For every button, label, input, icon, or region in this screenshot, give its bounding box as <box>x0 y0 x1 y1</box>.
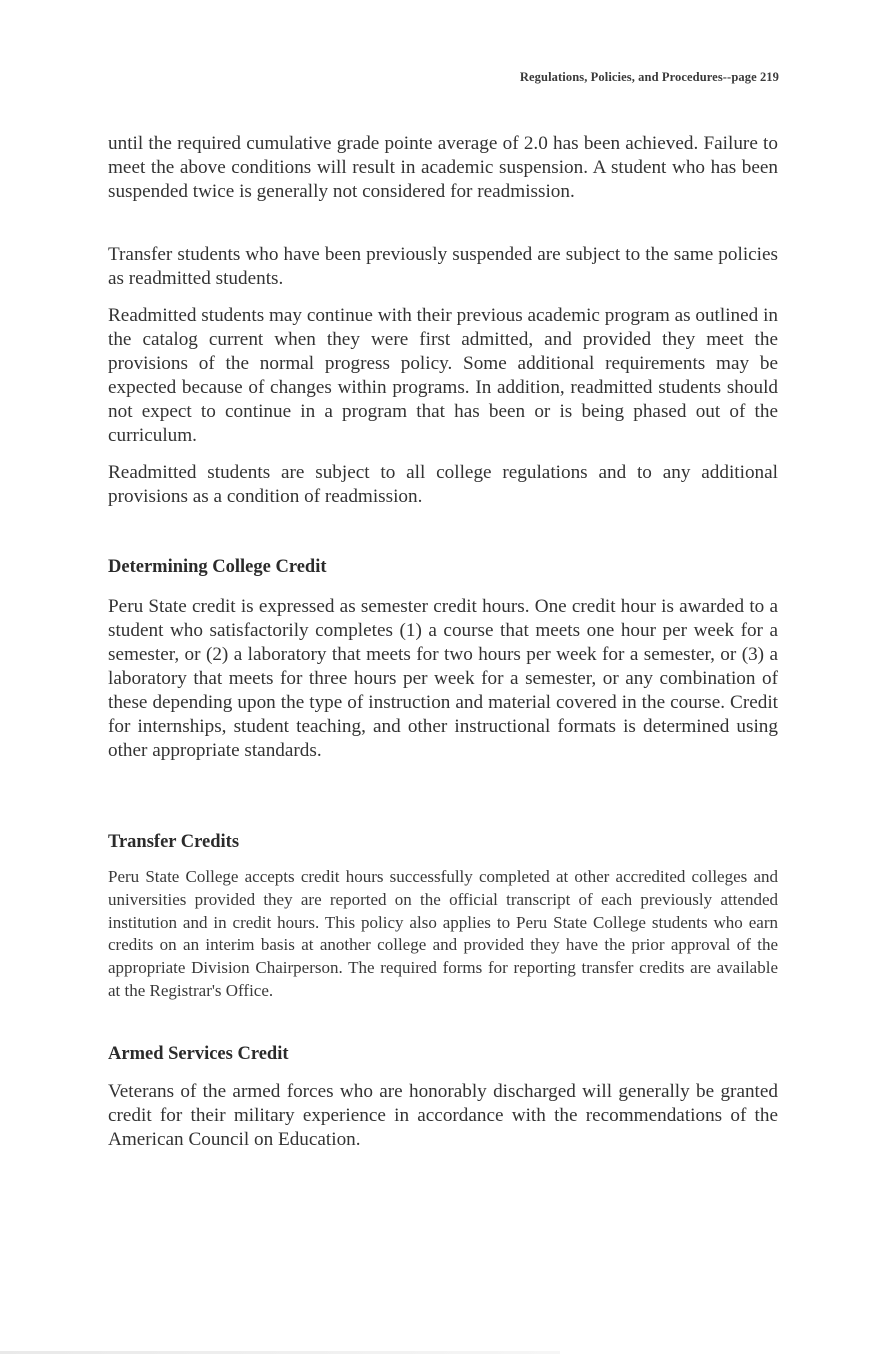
heading-transfer-credits: Transfer Credits <box>108 832 240 852</box>
paragraph-readmitted-regulations: Readmitted students are subject to all college regulations and to any additional provisions as a condition of readmission. <box>108 462 778 507</box>
paragraph-readmission-gpa: until the required cumulative grade pointe average of 2.0 has been achieved. Failure to meet the above conditions will result in academic suspension. A student who has been suspended twice is generally not considered for readmission. <box>108 133 778 202</box>
paragraph-college-credit: Peru State credit is expressed as semester credit hours. One credit hour is awarded to a student who satisfactorily completes (1) a course that meets one hour per week for a semester, or (2) a laboratory that meets for two hours per week for a semester, or (3) a laboratory that meets for three hours per week for a semester, or any combination of these depending upon the type of instruction and material covered in the course. Credit for internships, student teaching, and other instructional formats is determined using other appropriate standards. <box>108 596 778 761</box>
heading-determining-college-credit: Determining College Credit <box>108 557 327 577</box>
paragraph-transfer-credits: Peru State College accepts credit hours successfully completed at other accredited colleges and universities provided they are reported on the official transcript of each previously attended institution and in credit hours. This policy also applies to Peru State College students who earn credits on an interim basis at another college and provided they have the prior approval of the appropriate Division Chairperson. The required forms for reporting transfer credits are available at the Registrar's Office. <box>108 867 778 1000</box>
paragraph-armed-services-credit: Veterans of the armed forces who are honorably discharged will generally be granted credit for their military experience in accordance with the recommendations of the American Council on Education. <box>108 1081 778 1150</box>
heading-armed-services-credit: Armed Services Credit <box>108 1044 289 1064</box>
paragraph-transfer-suspended: Transfer students who have been previously suspended are subject to the same policies as readmitted students. <box>108 244 778 289</box>
paragraph-readmitted-program: Readmitted students may continue with their previous academic program as outlined in the catalog current when they were first admitted, and provided they meet the provisions of the normal progress policy. Some additional requirements may be expected because of changes within programs. In addition, readmitted students should not expect to continue in a program that has been or is being phased out of the curriculum. <box>108 305 778 446</box>
running-head: Regulations, Policies, and Procedures--page 219 <box>519 70 779 84</box>
